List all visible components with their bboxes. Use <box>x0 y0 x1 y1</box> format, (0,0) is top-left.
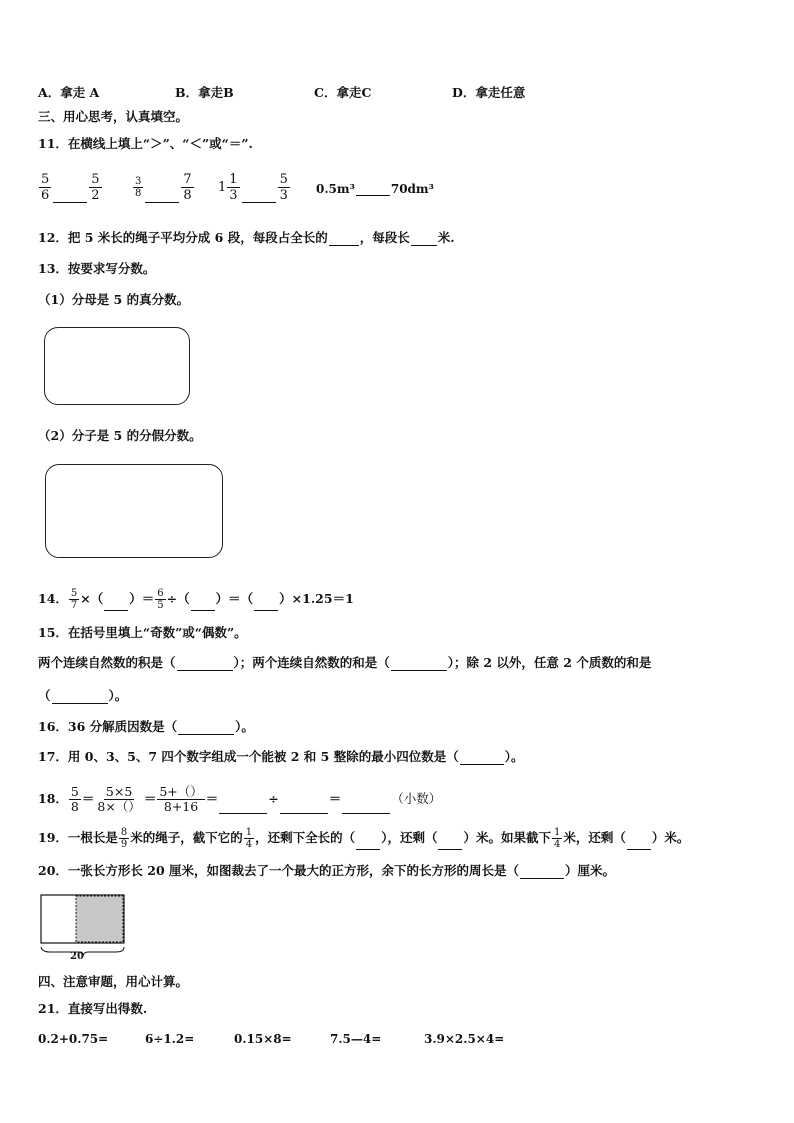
answer-blank[interactable] <box>391 669 447 671</box>
calc-item-5: 3.9×2.5×4= <box>424 1032 505 1046</box>
calc-item-3: 0.15×8= <box>234 1032 292 1046</box>
fraction: $\frac{3}{8}$ <box>135 176 142 199</box>
volume-right: 70dm³ <box>390 182 434 196</box>
answer-blank[interactable] <box>356 848 380 850</box>
q11-pair-3 <box>218 172 291 203</box>
answer-blank[interactable] <box>438 848 462 850</box>
fraction: $\frac{5}{3}$ <box>279 172 288 203</box>
answer-blank[interactable] <box>145 201 179 203</box>
answer-blank[interactable] <box>460 763 504 765</box>
fraction: $\frac{5\times 5}{8\times()}$ <box>97 784 141 814</box>
option-b: B．拿走B <box>175 85 234 100</box>
q18-line: 18． $\frac{5}{8}$ ＝ $\frac{5\times 5}{8\times()}$ ＝ $\frac{5+()}{8+16}$ ＝ ÷ ＝ （小数） <box>38 784 442 814</box>
q15-line-2: （ ）。 <box>38 688 128 703</box>
q17-line: 17．用 0、3、5、7 四个数字组成一个能被 2 和 5 整除的最小四位数是（ ）。 <box>38 749 524 764</box>
q13-sub-2: （2）分子是 5 的分假分数。 <box>38 428 202 443</box>
calc-item-2: 6÷1.2= <box>145 1032 195 1046</box>
option-a: A．拿走 A <box>38 85 100 100</box>
fraction: $\frac{5}{2}$ <box>91 172 100 203</box>
answer-blank[interactable] <box>53 201 87 203</box>
fraction: $\frac{5}{8}$ <box>70 784 79 814</box>
volume-left: 0.5m³ <box>316 182 355 196</box>
q21-text: 21．直接写出得数. <box>38 1001 148 1016</box>
answer-blank[interactable] <box>411 244 437 246</box>
fraction: $\frac{5+()}{8+16}$ <box>159 784 203 814</box>
fraction: $\frac{1}{3}$ <box>229 172 238 203</box>
q20-line: 20．一张长方形长 20 厘米，如图裁去了一个最大的正方形，余下的长方形的周长是（ ）厘米。 <box>38 863 616 878</box>
q11-pair-2 <box>132 172 195 203</box>
q11-pair-1 <box>38 172 103 203</box>
q13-sub-1: （1）分母是 5 的真分数。 <box>38 292 190 307</box>
q16-line: 16．36 分解质因数是（ ）。 <box>38 719 254 734</box>
answer-blank[interactable] <box>520 877 564 879</box>
section-heading-4: 四、注意审题，用心计算。 <box>38 974 189 989</box>
fraction: $\frac{5}{6}$ <box>41 172 50 203</box>
fraction: $\frac{7}{8}$ <box>183 172 192 203</box>
answer-blank[interactable] <box>219 812 267 814</box>
answer-blank[interactable] <box>254 609 278 611</box>
section-heading-3: 三、用心思考，认真填空。 <box>38 109 189 124</box>
option-d: D．拿走任意 <box>452 85 526 100</box>
answer-blank[interactable] <box>627 848 651 850</box>
q12-line: 12．把 5 米长的绳子平均分成 6 段，每段占全长的 ，每段长 米. <box>38 230 455 245</box>
answer-blank[interactable] <box>104 609 128 611</box>
cut-square-shaded <box>76 896 123 942</box>
rectangle-figure <box>38 892 130 964</box>
q13-text: 13．按要求写分数。 <box>38 261 156 276</box>
answer-blank[interactable] <box>356 194 390 196</box>
calc-item-1: 0.2+0.75= <box>38 1032 109 1046</box>
fraction: $\frac{1}{4}$ <box>245 827 253 850</box>
q14-line: 14． $\frac{5}{7}$ ×（ ）＝ $\frac{6}{5}$ ÷（ ）＝（ ）×1.25＝1 <box>38 588 354 611</box>
figure-length-label: 20 <box>70 951 84 962</box>
answer-blank[interactable] <box>177 669 233 671</box>
fraction: $\frac{8}{9}$ <box>120 827 128 850</box>
calc-item-4: 7.5—4= <box>330 1032 382 1046</box>
answer-box-1[interactable] <box>44 327 190 405</box>
fraction: $\frac{1}{4}$ <box>553 827 561 850</box>
q15-text: 15．在括号里填上“奇数”或“偶数”。 <box>38 625 247 640</box>
answer-blank[interactable] <box>342 812 390 814</box>
fraction: $\frac{5}{7}$ <box>70 588 78 611</box>
answer-blank[interactable] <box>242 201 276 203</box>
answer-blank[interactable] <box>52 702 108 704</box>
answer-blank[interactable] <box>329 244 359 246</box>
answer-blank[interactable] <box>280 812 328 814</box>
fraction: $\frac{6}{5}$ <box>157 588 164 611</box>
option-c: C．拿走C <box>314 85 372 100</box>
answer-blank[interactable] <box>178 733 234 735</box>
whole-part: 1 <box>218 180 227 195</box>
q19-line: 19．一根长是 $\frac{8}{9}$ 米的绳子，截下它的 $\frac{1}{4}$ ，还剩下全长的（ ），还剩（ ）米。如果截下 $\frac{1}{4}$ 米，还剩（ ）米。 <box>38 827 690 850</box>
q11-text: 11．在横线上填上“＞”、“＜”或“＝”. <box>38 136 253 151</box>
answer-blank[interactable] <box>191 609 215 611</box>
q11-pair-4 <box>316 182 434 196</box>
q15-line-1: 两个连续自然数的积是（ ）；两个连续自然数的和是（ ）；除 2 以外，任意 2 个质数的和是 <box>38 655 652 670</box>
answer-box-2[interactable] <box>45 464 223 558</box>
